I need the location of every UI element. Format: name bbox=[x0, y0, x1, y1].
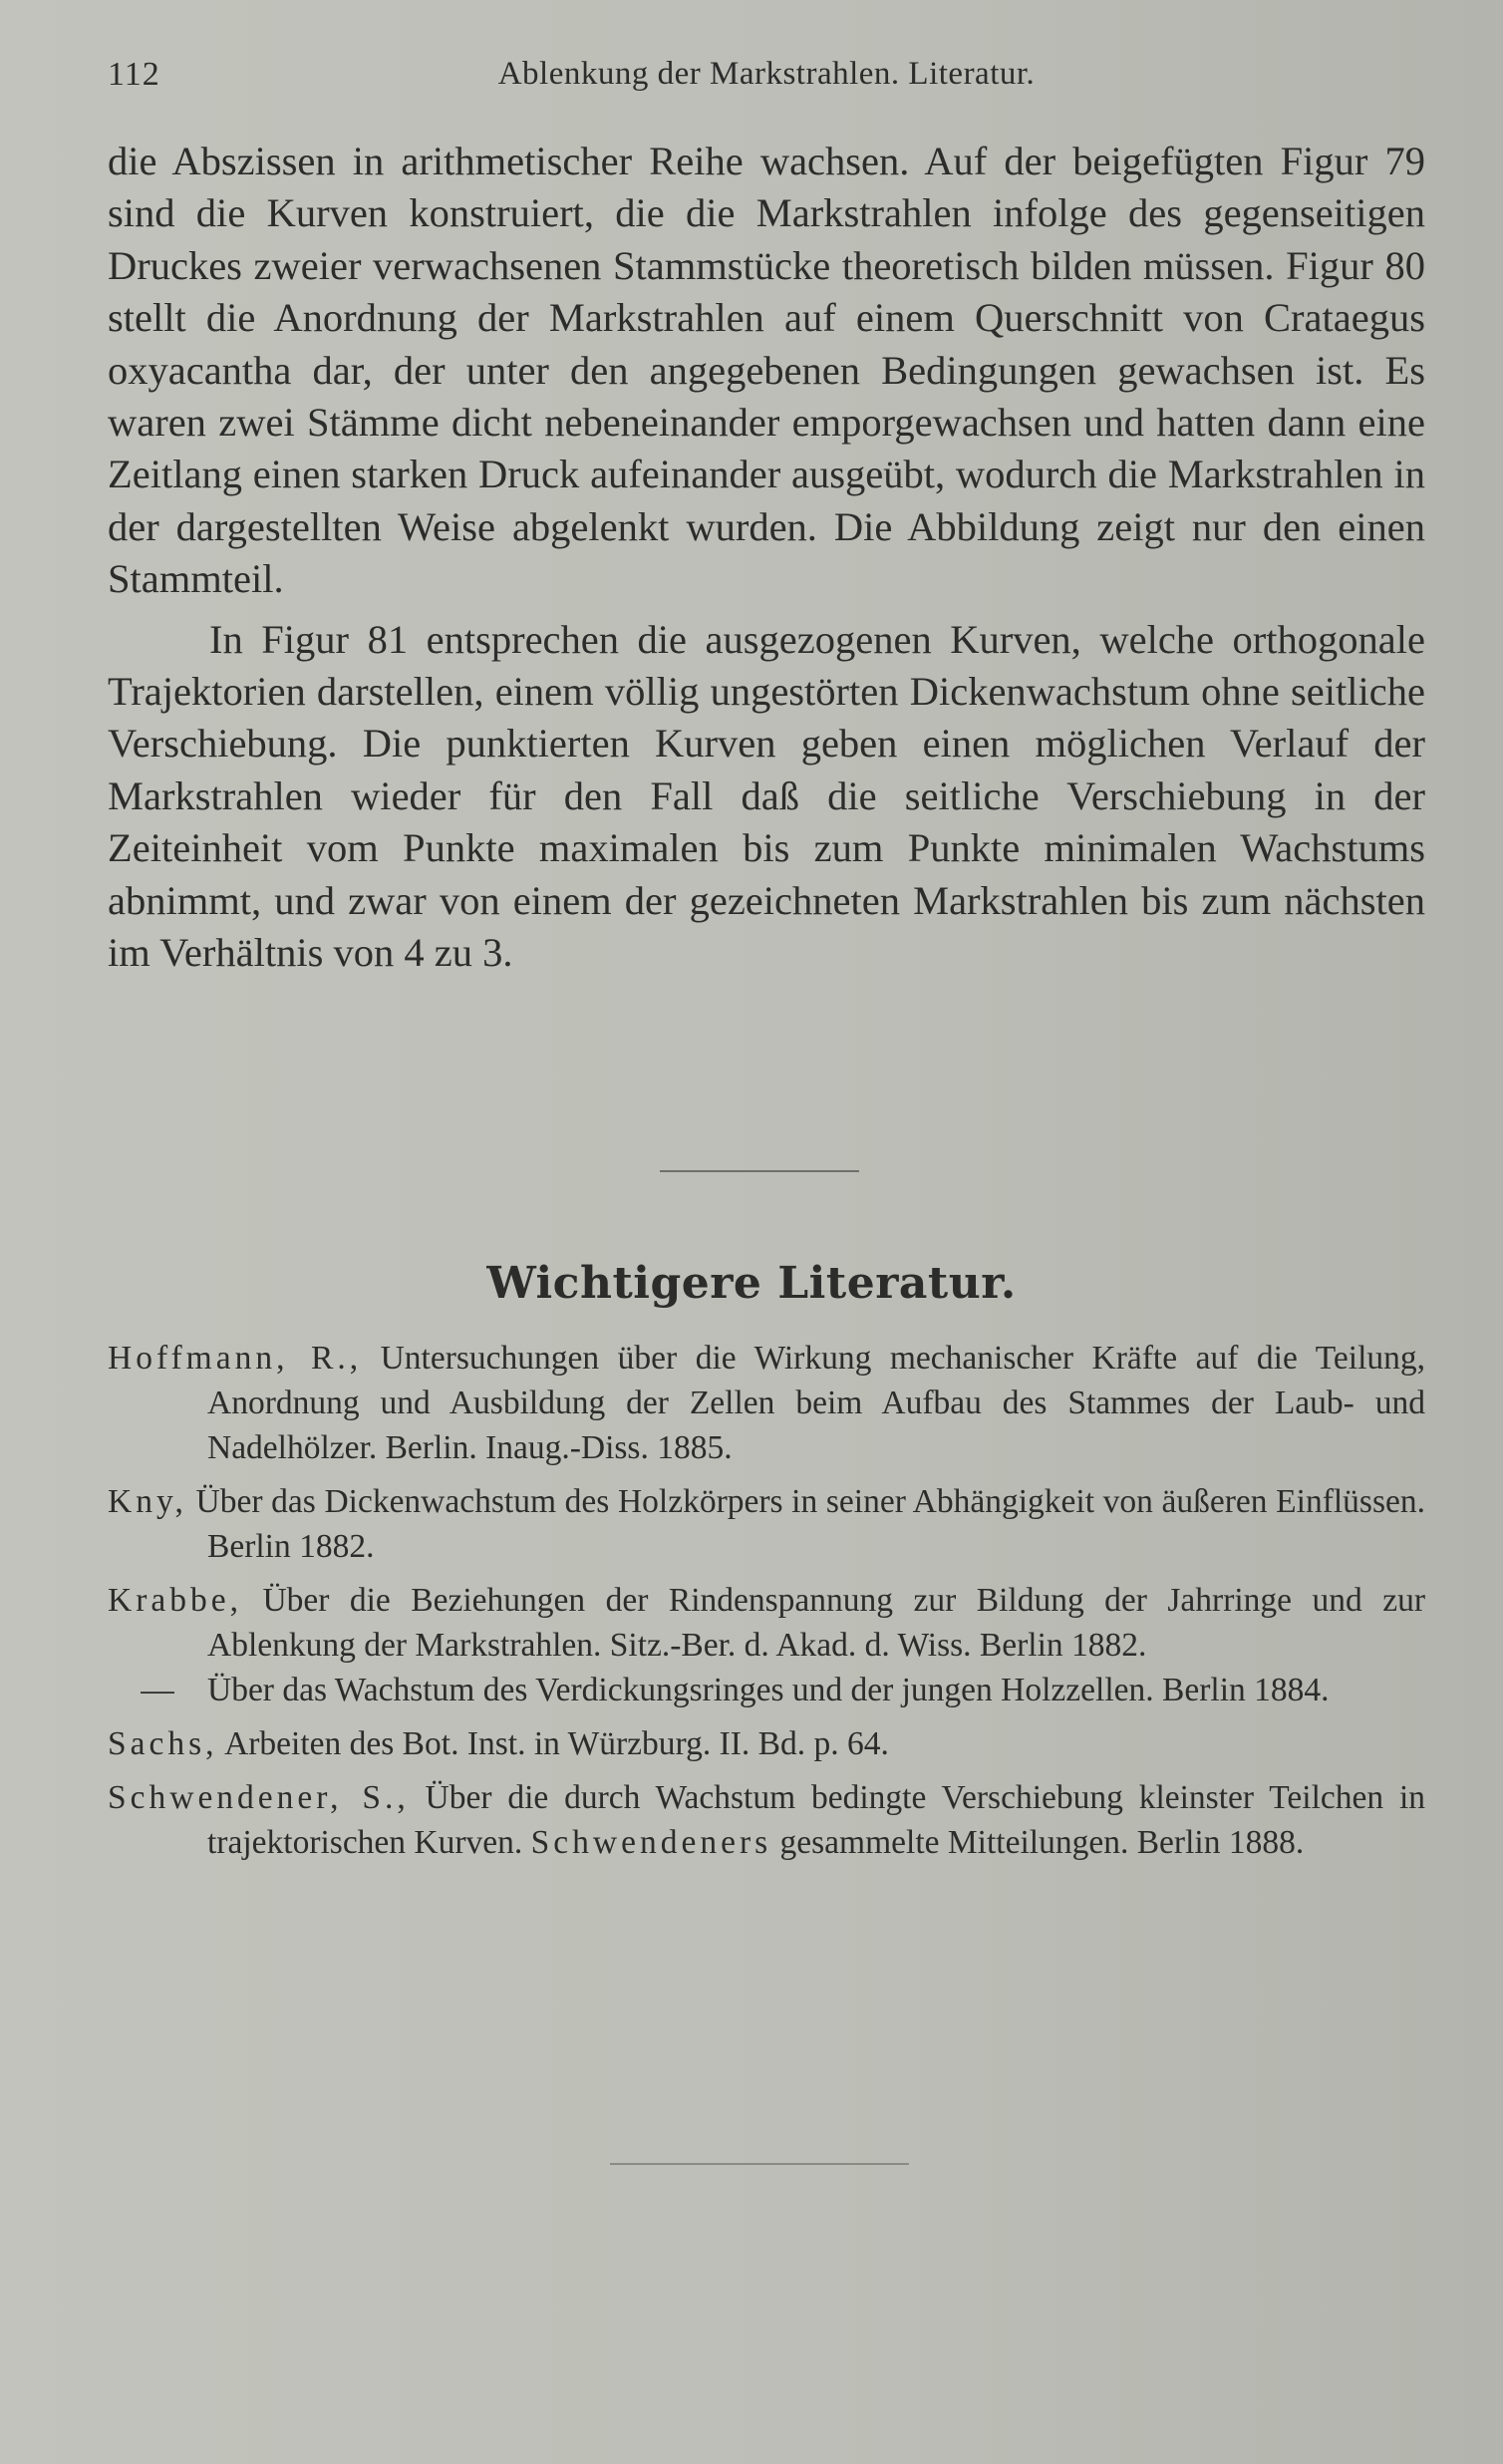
reference-author: Hoffmann, R., bbox=[108, 1340, 363, 1377]
body-text bbox=[108, 136, 1425, 980]
reference-item bbox=[108, 1721, 1425, 1766]
running-head: Ablenkung der Markstrahlen. Literatur. bbox=[497, 56, 1036, 92]
reference-author: Sachs, bbox=[108, 1725, 218, 1762]
reference-text: gesammelte Mitteilungen. Berlin 1888. bbox=[779, 1824, 1305, 1861]
body-paragraph-2: In Figur 81 entsprechen die ausgezogenen Kurven, welche orthogonale Trajektorien darstellen, einem völlig ungestörten Dickenwachstum ohne seitliche Verschiebung. Die punktierten Kurven geben einen möglichen Verlauf der Markstrahlen wieder für den Fall daß die seitliche Verschiebung in der Zeiteinheit vom Punkte maximalen bis zum Punkte minimalen Wachstums abnimmt, und zwar von einem der gezeichneten Markstrahlen bis zum nächsten im Verhältnis von 4 zu 3. bbox=[108, 616, 1425, 976]
literature-heading: Wichtigere Literatur. bbox=[486, 1258, 1017, 1309]
reference-text: Über das Dickenwachstum des Holzkörpers in seiner Abhängigkeit von äußeren Einflüssen. Berlin 1882. bbox=[195, 1483, 1425, 1565]
reference-author: Kny, bbox=[108, 1483, 187, 1520]
reference-item bbox=[108, 1336, 1425, 1470]
reference-item bbox=[108, 1668, 1425, 1712]
reference-item bbox=[108, 1479, 1425, 1569]
reference-text: Über das Wachstum des Verdickungsringes und der jungen Holzzellen. Berlin 1884. bbox=[207, 1672, 1330, 1708]
reference-spaced-name: Schwendeners bbox=[530, 1824, 772, 1861]
reference-text: Über die Beziehungen der Rindenspannung zur Bildung der Jahrringe und zur Ablenkung der Markstrahlen. Sitz.-Ber. d. Akad. d. Wiss. Berlin 1882. bbox=[207, 1582, 1425, 1664]
reference-text: Arbeiten des Bot. Inst. in Würzburg. II. Bd. p. 64. bbox=[224, 1725, 889, 1762]
bleed-through-rule bbox=[610, 2163, 909, 2165]
reference-text: Untersuchungen über die Wirkung mechanischer Kräfte auf die Teilung, Anordnung und Ausbildung der Zellen beim Aufbau des Stammes der Laub- und Nadelhölzer. Berlin. Inaug.-Diss. 1885. bbox=[207, 1340, 1425, 1466]
page-number: 112 bbox=[108, 56, 160, 93]
page-header bbox=[108, 56, 1425, 106]
reference-item bbox=[108, 1775, 1425, 1865]
reference-item bbox=[108, 1578, 1425, 1668]
ditto-dash: — bbox=[141, 1672, 174, 1708]
reference-author: Krabbe, bbox=[108, 1582, 242, 1619]
reference-author: Schwendener, S., bbox=[108, 1779, 410, 1816]
body-paragraph-1: die Abszissen in arithmetischer Reihe wachsen. Auf der beigefügten Figur 79 sind die Kurven konstruiert, die die Markstrahlen infolge des gegenseitigen Druckes zweier verwachsenen Stammstücke theoretisch bilden müssen. Figur 80 stellt die Anordnung der Markstrahlen auf einem Querschnitt von Crataegus oxyacantha dar, der unter den angegebenen Bedingungen gewachsen ist. Es waren zwei Stämme dicht nebeneinander emporgewachsen und hatten dann eine Zeitlang einen starken Druck aufeinander ausgeübt, wodurch die Markstrahlen in der dargestellten Weise abgelenkt wurden. Die Abbildung zeigt nur den einen Stammteil. bbox=[108, 139, 1425, 602]
reference-text: Über die durch Wachstum bedingte Verschiebung kleinster Teilchen in trajektorischen Kurven. bbox=[207, 1779, 1426, 1861]
reference-list bbox=[108, 1336, 1425, 1874]
section-divider bbox=[660, 1170, 859, 1172]
